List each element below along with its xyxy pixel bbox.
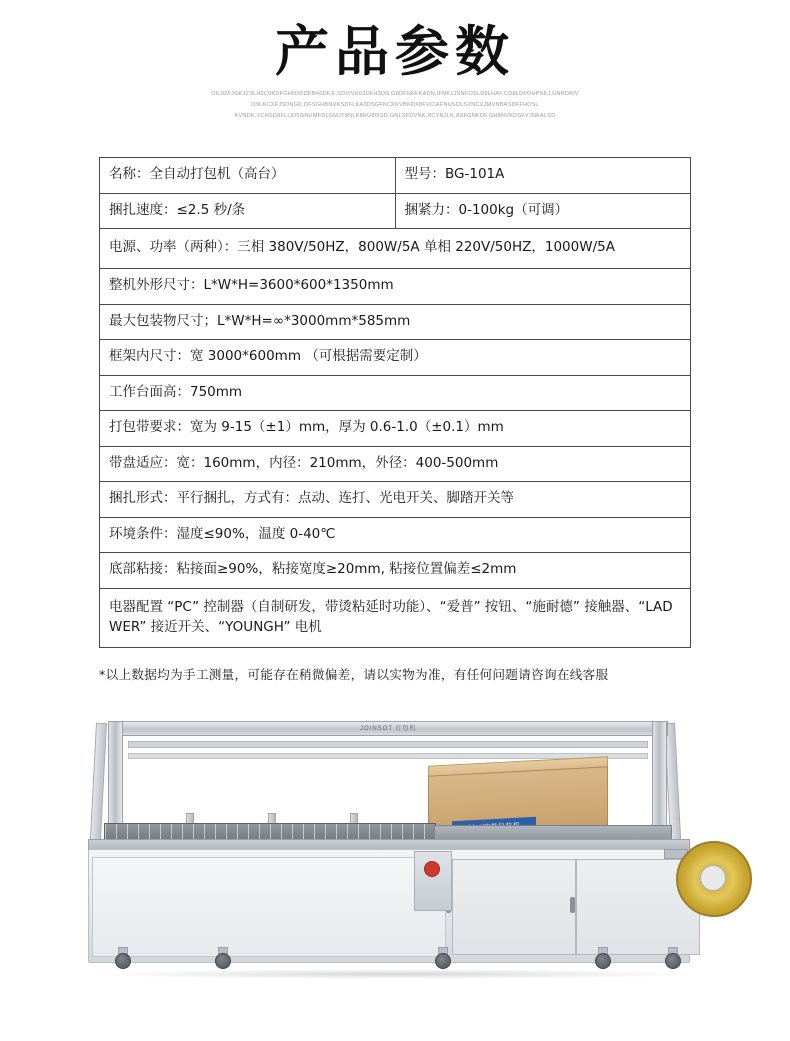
spec-table: [99, 157, 691, 648]
machine-left-panel: [92, 857, 446, 957]
caster-wheel-3: [435, 953, 451, 969]
table-row: [100, 553, 691, 589]
spec-cell-model: 型号：BG-101A: [395, 158, 691, 194]
table-row: [100, 158, 691, 194]
machine-cabinet-door-left: [452, 859, 576, 955]
table-row: [100, 340, 691, 376]
spec-cell-strapping-mode: 捆扎形式：平行捆扎，方式有：点动、连打、光电开关、脚踏开关等: [100, 482, 691, 518]
table-row: [100, 375, 691, 411]
machine-control-box: [414, 851, 452, 911]
spec-cell-speed: 捆扎速度：≤2.5 秒/条: [100, 193, 396, 229]
spec-cell-environment: 环境条件：湿度≤90%，温度 0-40℃: [100, 517, 691, 553]
measurement-note: *以上数据均为手工测量，可能存在稍微偏差，请以实物为准，有任何问题请咨询在线客服: [99, 667, 609, 683]
product-photo: [0, 701, 790, 1041]
page-title: 产品参数: [275, 20, 515, 83]
spec-cell-strap-requirement: 打包带要求：宽为 9-15（±1）mm，厚为 0.6-1.0（±0.1）mm: [100, 411, 691, 447]
table-row: [100, 193, 691, 229]
caster-wheel-4: [595, 953, 611, 969]
spec-cell-max-package: 最大包装物尺寸；L*W*H=∞*3000mm*585mm: [100, 304, 691, 340]
caster-wheel-1: [115, 953, 131, 969]
spec-cell-table-height: 工作台面高：750mm: [100, 375, 691, 411]
machine-shadow: [96, 969, 696, 979]
table-row: [100, 482, 691, 518]
subtitle-block: [0, 89, 790, 121]
table-row: [100, 229, 691, 269]
table-row: [100, 517, 691, 553]
spec-table-wrapper: [99, 157, 691, 648]
machine-arch-inner-rail-upper: [128, 741, 648, 748]
table-row: [100, 268, 691, 304]
machine-brand-label: JOINSOT 打包机: [360, 726, 417, 733]
spec-cell-reel: 带盘适应：宽：160mm，内径：210mm，外径：400-500mm: [100, 446, 691, 482]
subtitle-line-1: OIL92FJGKJZSLH9C0KDFGHNX5DFBK0DF,E,SDVIVK03DFH3DN,G8DFNKFKADN,IFNK1JSNFOSLD8LHAF,CD8LDFOHPS8,LGNRDKIV: [211, 91, 579, 98]
table-row: [100, 304, 691, 340]
spec-cell-dimensions: 整机外形尺寸：L*W*H=3600*600*1350mm: [100, 268, 691, 304]
spec-cell-frame-size: 框架内尺寸：宽 3000*600mm （可根据需要定制）: [100, 340, 691, 376]
table-row: [100, 411, 691, 447]
subtitle-line-2: O9LKCXFJSDNGK,DFSGHBNVKSDFLKA3DSGFKCKKVBKDX8FVCIAFNUSDLSVNCXJMVNBASDFFHDSL: [251, 102, 539, 109]
cabinet-latch-right: [570, 897, 575, 913]
spec-cell-tension: 捆紧力：0-100kg（可调）: [395, 193, 691, 229]
table-row: [100, 446, 691, 482]
strap-reel-hub: [700, 865, 726, 891]
spec-cell-bottom-bonding: 底部粘接：粘接面≥90%，粘接宽度≥20mm, 粘接位置偏差≤2mm: [100, 553, 691, 589]
spec-cell-electrical-config: 电器配置 “PC” 控制器（自制研发，带烫粘延时功能）、“爱普” 按钮、“施耐德” 接触器、“LADWER” 接近开关、“YOUNGH” 电机: [100, 589, 691, 648]
spec-cell-power: 电源、功率（两种）：三相 380V/50HZ，800W/5A 单相 220V/50HZ，1000W/5A: [100, 229, 691, 269]
subtitle-line-3: KVNDK,VCHSD8FLIJD5GNUMFDLGMJT8NLK8RU80ISD,GNLSFDVNK,XCVNJLK,ASFGNKDF,GH8NVKDSFV,INKALSD: [234, 112, 556, 119]
caster-wheel-2: [215, 953, 231, 969]
machine-arch-right-column: [652, 721, 667, 841]
caster-wheel-5: [665, 953, 681, 969]
table-row: [100, 589, 691, 648]
spec-cell-name: 名称：全自动打包机（高台）: [100, 158, 396, 194]
